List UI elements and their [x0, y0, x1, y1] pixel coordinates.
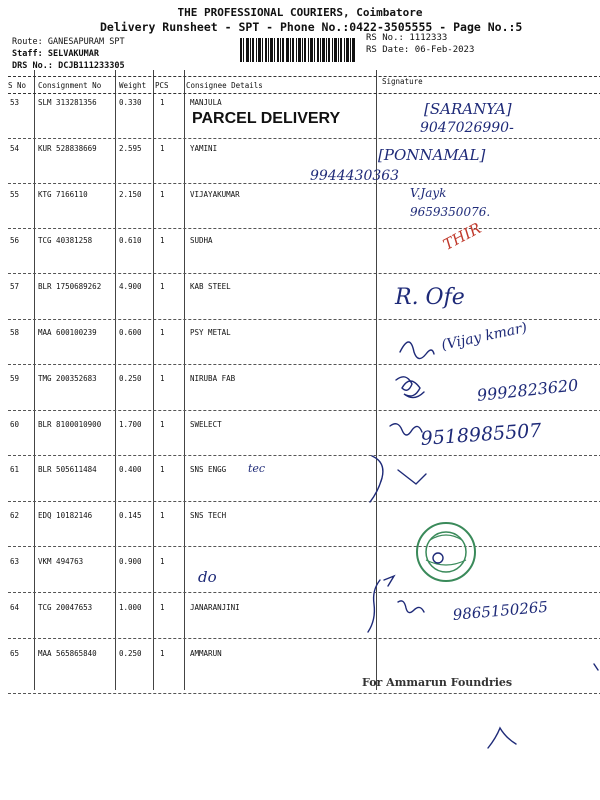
handwritten-phone-60: 9518985507 — [420, 419, 543, 450]
row-sno: 59 — [10, 374, 20, 383]
handwritten-phone-59: 9992823620 — [476, 375, 580, 405]
row-pcs: 1 — [160, 649, 165, 658]
handwritten-phone-64: 9865150265 — [452, 597, 549, 624]
row-sno: 54 — [10, 144, 20, 153]
route-value: GANESAPURAM SPT — [47, 37, 125, 47]
row-consignment: SLM 313281356 — [38, 98, 97, 107]
row-consignment: KUR 528838669 — [38, 144, 97, 153]
row-consignee: AMMARUN — [190, 649, 222, 658]
row-weight: 2.150 — [119, 190, 142, 199]
row-weight: 1.700 — [119, 420, 142, 429]
row-consignee: SUDHA — [190, 236, 213, 245]
row-weight: 0.250 — [119, 649, 142, 658]
row-consignment: TCG 20047653 — [38, 603, 93, 612]
drs-label: DRS No.: — [12, 61, 53, 71]
handwritten-sig-55: V.Jayk — [410, 186, 447, 200]
handwritten-note-58: (Vijay kmar) — [440, 319, 529, 354]
row-sno: 60 — [10, 420, 20, 429]
col-signature: Signature — [382, 77, 423, 86]
row-consignment: BLR 505611484 — [38, 465, 97, 474]
handwritten-sig-57: R. Ofe — [395, 285, 465, 310]
row-pcs: 1 — [160, 190, 165, 199]
handwritten-note-63: do — [198, 568, 217, 586]
row-consignment: KTG 7166110 — [38, 190, 88, 199]
row-consignment: TMG 200352683 — [38, 374, 97, 383]
row-weight: 0.600 — [119, 328, 142, 337]
handwritten-phone-54: 9944430363 — [310, 168, 400, 184]
rs-date-value: 06-Feb-2023 — [414, 45, 475, 55]
staff-label: Staff: — [12, 49, 43, 59]
row-sno: 63 — [10, 557, 20, 566]
row-pcs: 1 — [160, 328, 165, 337]
row-pcs: 1 — [160, 465, 165, 474]
row-consignee: MANJULA — [190, 98, 222, 107]
row-pcs: 1 — [160, 236, 165, 245]
row-consignment: BLR 1750689262 — [38, 282, 102, 291]
row-weight: 2.595 — [119, 144, 142, 153]
staff-value: SELVAKUMAR — [47, 49, 100, 59]
row-consignee: YAMINI — [190, 144, 218, 153]
drs-value: DCJB111233305 — [58, 61, 125, 71]
handwritten-phone-53: 9047026990- — [420, 120, 514, 136]
row-consignee: SNS TECH — [190, 511, 227, 520]
row-consignee: SWELECT — [190, 420, 222, 429]
handwritten-mark-56: THIR — [440, 219, 485, 254]
row-consignment: MAA 565865840 — [38, 649, 97, 658]
col-weight: Weight — [119, 81, 147, 90]
row-consignment: BLR 8100010900 — [38, 420, 102, 429]
route-label: Route: — [12, 37, 43, 47]
col-consignee: Consignee Details — [186, 81, 263, 90]
row-sno: 55 — [10, 190, 20, 199]
col-pcs: PCS — [155, 81, 169, 90]
handwritten-name-54: [PONNAMAL] — [378, 146, 486, 164]
row-consignment: EDQ 10182146 — [38, 511, 93, 520]
row-consignment: VKM 494763 — [38, 557, 84, 566]
row-weight: 0.610 — [119, 236, 142, 245]
parcel-delivery-stamp: PARCEL DELIVERY — [192, 110, 341, 127]
row-sno: 53 — [10, 98, 20, 107]
rs-number-label: RS No.: — [366, 33, 404, 43]
row-consignee: NIRUBA FAB — [190, 374, 236, 383]
footer-company-sign: For Ammarun Foundries — [362, 676, 513, 689]
row-pcs: 1 — [160, 511, 165, 520]
row-consignee: SNS ENGG — [190, 465, 227, 474]
row-consignee: KAB STEEL — [190, 282, 231, 291]
row-sno: 65 — [10, 649, 20, 658]
row-consignee: JANARANJINI — [190, 603, 240, 612]
row-sno: 62 — [10, 511, 20, 520]
row-pcs: 1 — [160, 98, 165, 107]
handwritten-note-61: tec — [248, 462, 266, 475]
row-pcs: 1 — [160, 420, 165, 429]
row-weight: 0.330 — [119, 98, 142, 107]
row-weight: 0.145 — [119, 511, 142, 520]
row-consignee: VIJAYAKUMAR — [190, 190, 240, 199]
row-sno: 64 — [10, 603, 20, 612]
row-sno: 61 — [10, 465, 20, 474]
row-weight: 0.900 — [119, 557, 142, 566]
row-sno: 58 — [10, 328, 20, 337]
row-consignment: MAA 600100239 — [38, 328, 97, 337]
row-pcs: 1 — [160, 144, 165, 153]
green-round-stamp — [414, 520, 478, 584]
handwritten-phone-55: 9659350076. — [410, 205, 491, 219]
row-sno: 56 — [10, 236, 20, 245]
col-consignment: Consignment No — [38, 81, 102, 90]
rs-date-label: RS Date: — [366, 45, 410, 55]
row-pcs: 1 — [160, 557, 165, 566]
row-weight: 0.400 — [119, 465, 142, 474]
row-consignment: TCG 40381258 — [38, 236, 93, 245]
row-weight: 1.000 — [119, 603, 142, 612]
company-title: THE PROFESSIONAL COURIERS, Coimbatore — [177, 6, 423, 19]
col-sno: S No — [8, 81, 27, 90]
handwritten-name-53: [SARANYA] — [424, 100, 512, 118]
row-weight: 4.900 — [119, 282, 142, 291]
row-pcs: 1 — [160, 603, 165, 612]
rs-number-value: 1112333 — [409, 33, 448, 43]
row-sno: 57 — [10, 282, 20, 291]
row-consignee: PSY METAL — [190, 328, 231, 337]
row-pcs: 1 — [160, 282, 165, 291]
runsheet-subtitle: Delivery Runsheet - SPT - Phone No.:0422-3505555 - Page No.:5 — [100, 20, 523, 34]
row-pcs: 1 — [160, 374, 165, 383]
row-weight: 0.250 — [119, 374, 142, 383]
